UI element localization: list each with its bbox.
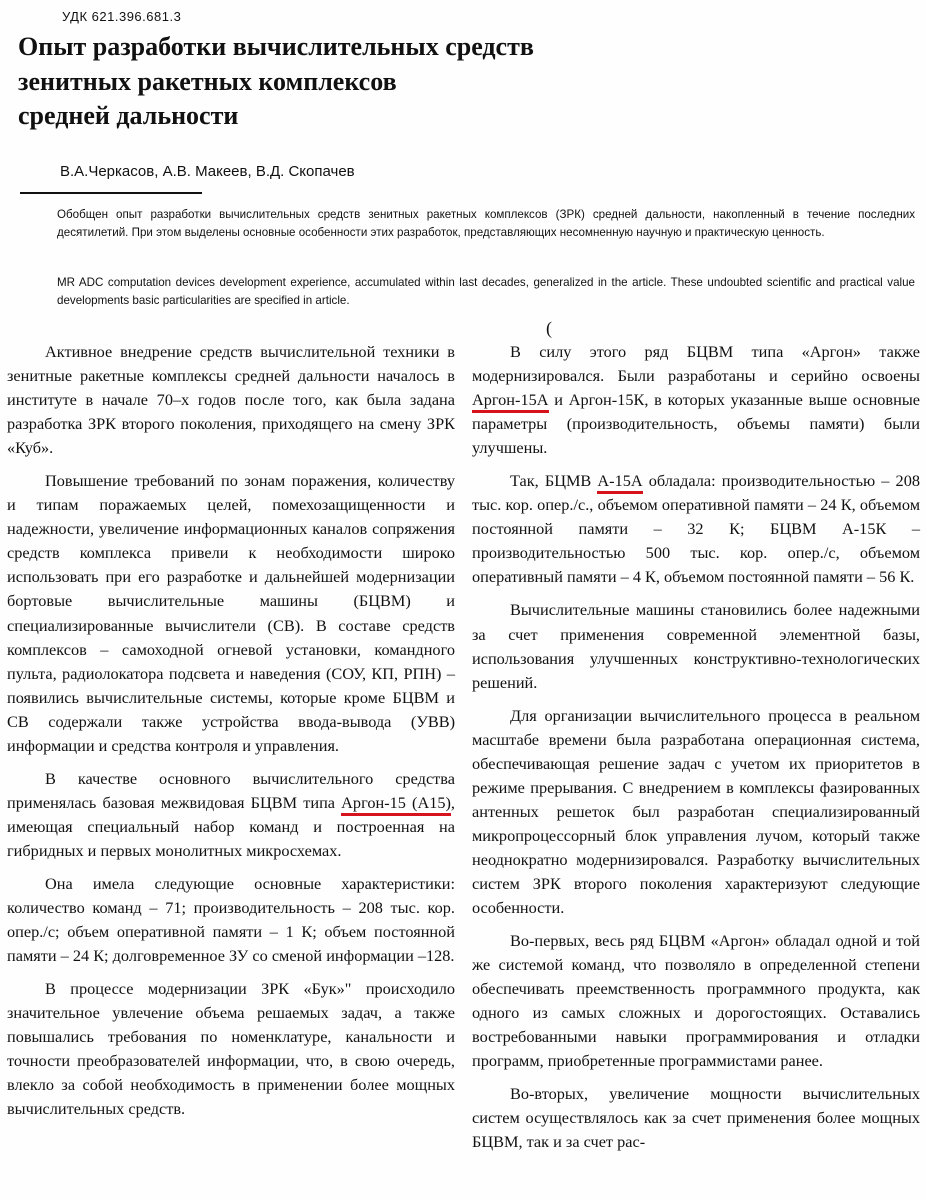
- paragraph: Вычислительные машины становились более надежными за счет применения современной элементной базы, использования улучшенных конструктивно-технологических решений.: [472, 600, 920, 692]
- margin-mark: (: [546, 318, 552, 338]
- paragraph: Для организации вычислительного процесса в реальном масштабе времени была разработана операционная система, обеспечивающая решение задач с учетом их приоритетов в режиме прерывания. С внедрением в комплексы фазированных антенных решеток был разработан специализированный микропроцессорный блок управления лучом, который также неоднократно модернизировался. Разработку вычислительных систем ЗРК второго поколения характеризуют следующие особенности.: [472, 705, 920, 918]
- text-run: В силу этого ряд БЦВМ типа «Аргон» также модернизировался. Были разработаны и серийно освоены: [472, 342, 920, 386]
- article-title: [18, 30, 798, 134]
- paragraph: Активное внедрение средств вычислительной техники в зенитные ракетные комплексы средней дальности началось в институте в начале 70–х годов после того, как была задана разработка ЗРК второго поколения, приходящего на смену ЗРК «Куб».: [7, 342, 455, 458]
- title-line: средней дальности: [18, 101, 239, 131]
- highlighted-term: Аргон-15А: [472, 390, 549, 413]
- paragraph: В процессе модернизации ЗРК «Бук»" происходило значительное увлечение объема решаемых задач, а также повышались требования по номенклатуре, канальности и точности преобразователей информации, что, в свою очередь, влекло за собой необходимость в применении более мощных вычислительных средств.: [7, 979, 455, 1119]
- highlighted-term: Аргон-15 (А15): [341, 793, 451, 816]
- paragraph: [472, 469, 920, 589]
- abstract-ru: Обобщен опыт разработки вычислительных средств зенитных ракетных комплексов (ЗРК) средней дальности, накопленный в течение последних десятилетий. При этом выделены основные особенности этих разработок, представляющих несомненную научную и практическую ценность.: [57, 208, 915, 239]
- text-run: обладала: производительностью – 208 тыс. кор. опер./с., объемом оперативной памяти – 24 К, объемом постоянной памяти – 32 К; БЦВМ А-15К – производительностью 500 тыс. кор. опер./с, объемом оперативный памяти – 4 К, объемом постоянной памяти – 56 К.: [472, 471, 920, 587]
- paragraph: [7, 767, 455, 863]
- paragraph: Повышение требований по зонам поражения, количеству и типам поражаемых целей, помехозащищенности и надежности, увеличение информационных каналов сопряжения средств комплекса привели к необходимости широко использовать при его разработке и дальнейшей модернизации бортовые вычислительные машины (БЦВМ) и специализированные вычислители (СВ). В составе средств комплексов – самоходной огневой установки, командного пульта, радиолокатора подсвета и наведения (СОУ, КП, РПН) – появились вычислительные системы, которые кроме БЦВМ и СВ содержали также устройства ввода-вывода (УВВ) информации и средства контроля и управления.: [7, 471, 455, 755]
- paragraph: Во-вторых, увеличение мощности вычислительных систем осуществлялось как за счет применения более мощных БЦВМ, так и за счет рас-: [472, 1084, 920, 1152]
- left-column: [7, 340, 455, 1130]
- text-run: Так, БЦМВ: [510, 471, 598, 491]
- authors: В.А.Черкасов, А.В. Макеев, В.Д. Скопачев: [60, 163, 355, 180]
- paragraph: Она имела следующие основные характеристики: количество команд – 71; производительность – 208 тыс. кор. опер./с; объем оперативной памяти – 1 К; объем постоянной памяти – 24 К; долговременное ЗУ со сменой информации –128.: [7, 873, 455, 966]
- text-run: В качестве основного вычислительного средства применялась базовая межвидовая БЦВМ типа: [7, 768, 455, 812]
- paragraph: Во-первых, весь ряд БЦВМ «Аргон» обладал одной и той же системой команд, что позволяло в определенной степени обеспечивать преемственность программного продукта, как одного из самых сложных и дорогостоящих. Оставались востребованными навыки программирования и отладки программ, приобретенные программистами ранее.: [472, 931, 920, 1071]
- text-run: , имеющая специальный набор команд и построенная на гибридных и первых монолитных микросхемах.: [7, 792, 455, 860]
- title-line: зенитных ракетных комплексов: [18, 66, 397, 96]
- udk-code: УДК 621.396.681.3: [62, 9, 182, 24]
- text-run: и Аргон-15К, в которых указанные выше основные параметры (производительность, объемы памяти) были улучшены.: [472, 390, 920, 458]
- paragraph: [472, 340, 920, 460]
- abstract-en: MR ADC computation devices development experience, accumulated within last decades, generalized in the article. These undoubted scientific and practical value developments basic particularities are specified in article.: [57, 276, 915, 307]
- right-column: [472, 340, 920, 1164]
- highlighted-term: А-15А: [597, 471, 642, 494]
- title-divider: [20, 192, 202, 194]
- title-line: Опыт разработки вычислительных средств: [18, 32, 534, 61]
